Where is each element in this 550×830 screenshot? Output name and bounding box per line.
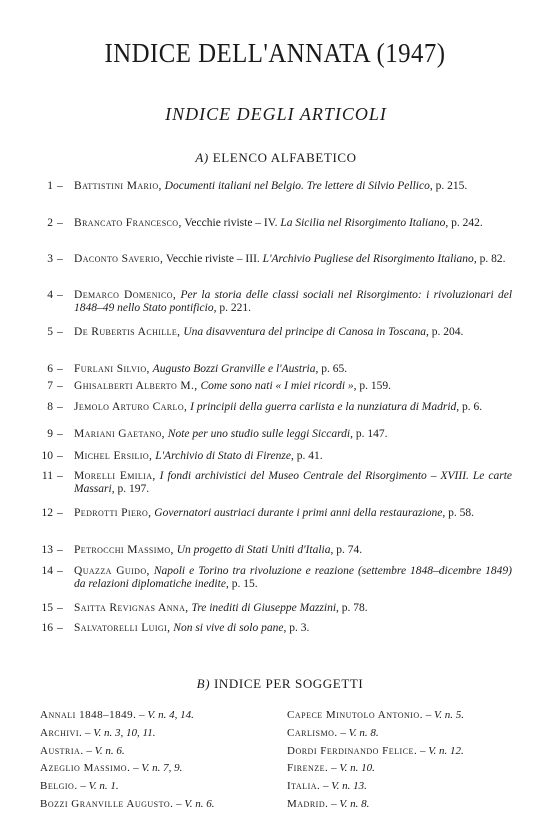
section-b-letter: B) xyxy=(196,676,211,691)
subject-ref: V. n. 12. xyxy=(428,744,464,757)
entry-page: , p. 147. xyxy=(350,428,388,440)
entry-series: Vecchie riviste – IV. xyxy=(184,217,278,229)
subject-ref: V. n. 13. xyxy=(331,780,367,793)
entry-title: Non si vive di solo pane xyxy=(173,622,284,634)
entry-number: 2 xyxy=(47,217,53,229)
subject-entry: Annali 1848–1849. – V. n. 4, 14. xyxy=(40,709,194,721)
entry-text xyxy=(74,450,512,463)
entry-text xyxy=(74,253,512,266)
subject-entry: Capece Minutolo Antonio. – V. n. 5. xyxy=(287,709,465,721)
entry-page: , p. 41. xyxy=(290,450,323,462)
entry-text xyxy=(74,217,512,230)
entry-author: Salvatorelli Luigi, xyxy=(74,622,171,634)
entry-page: , p. 215. xyxy=(429,180,468,192)
entry-page: , p. 6. xyxy=(456,401,483,413)
entry-dash: – xyxy=(57,544,63,556)
entry-dash: – xyxy=(57,363,63,375)
entry-text xyxy=(74,401,512,414)
entry-number: 11 xyxy=(41,470,53,482)
subject-ref: V. n. 8. xyxy=(339,797,370,810)
entry-dash: – xyxy=(57,470,63,482)
subject-entry: Dordi Ferdinando Felice. – V. n. 12. xyxy=(287,744,464,757)
section-a-letter: A) xyxy=(195,150,209,165)
entry-number: 7 xyxy=(47,380,53,392)
entry-author: Ghisalberti Alberto M., xyxy=(74,380,198,392)
subject-entry: Firenze. – V. n. 10. xyxy=(287,762,375,775)
entry-number: 9 xyxy=(47,428,53,440)
entry-author: Daconto Saverio, xyxy=(74,253,164,265)
entry-page: , p. 221. xyxy=(213,302,251,314)
entry-number: 3 xyxy=(47,253,53,265)
subject-entry: Madrid. – V. n. 8. xyxy=(287,797,370,810)
entry-text xyxy=(74,289,512,315)
entry-text xyxy=(74,326,512,339)
subject-name: Italia. xyxy=(287,780,321,793)
subject-entry: Italia. – V. n. 13. xyxy=(287,780,367,793)
subject-ref: V. n. 6. xyxy=(94,744,125,757)
entry-text xyxy=(74,622,512,635)
entry-number: 6 xyxy=(47,363,53,375)
entry-title: L'Archivio Pugliese del Risorgimento Italiano xyxy=(262,253,474,265)
entry-title: Tre inediti di Giuseppe Mazzini xyxy=(191,602,337,614)
entry-author: Brancato Francesco, xyxy=(74,217,182,229)
entry-dash: – xyxy=(57,428,63,440)
entry-author: Quazza Guido, xyxy=(74,565,150,577)
entry-page: , p. 15. xyxy=(225,578,258,590)
subject-name: Firenze. xyxy=(287,762,329,775)
entry-number: 4 xyxy=(47,289,53,301)
entry-title: Note per uno studio sulle leggi Siccardi xyxy=(167,428,351,440)
subject-name: Archivi. xyxy=(40,726,83,739)
entry-title: I fondi archivistici del Museo Centrale del Risorgimento – XVIII. Le carte Massari xyxy=(74,470,513,495)
entry-text xyxy=(74,602,512,615)
subject-name: Madrid. xyxy=(287,797,329,810)
entry-title: La Sicilia nel Risorgimento Italiano xyxy=(280,217,446,229)
entry-dash: – xyxy=(57,253,63,265)
subject-name: Azeglio Massimo. xyxy=(40,762,131,775)
entry-number: 1 xyxy=(47,180,53,192)
subject-ref: V. n. 6. xyxy=(184,797,215,810)
subject-name: Carlismo. xyxy=(287,726,338,739)
entry-title: Una disavventura del principe di Canosa in Toscana xyxy=(183,326,426,338)
entry-title: Napoli e Torino tra rivoluzione e reazione (settembre 1848–dicembre 1849) da relazioni diplomatiche inedite xyxy=(74,565,512,590)
entry-author: De Rubertis Achille, xyxy=(74,326,181,338)
subject-name: Bozzi Granville Augusto. xyxy=(40,797,174,810)
entry-number: 8 xyxy=(47,401,53,413)
entry-dash: – xyxy=(57,602,63,614)
entry-dash: – xyxy=(57,401,63,413)
section-b-label: INDICE PER SOGGETTI xyxy=(214,676,364,691)
entry-text xyxy=(74,363,512,376)
section-heading-a xyxy=(0,150,550,166)
entry-dash: – xyxy=(57,289,63,301)
entry-number: 10 xyxy=(41,450,53,462)
entry-page: , p. 58. xyxy=(442,507,474,519)
entry-page: , p. 3. xyxy=(283,622,310,634)
subject-name: Dordi Ferdinando Felice. xyxy=(287,744,418,757)
subject-entry: Bozzi Granville Augusto. – V. n. 6. xyxy=(40,797,215,810)
subject-column-right xyxy=(287,707,527,814)
subject-ref: V. n. 3, 10, 11. xyxy=(93,726,156,739)
entry-number: 16 xyxy=(41,622,53,634)
page-title: INDICE DELL'ANNATA (1947) xyxy=(104,38,446,68)
subject-entry: Azeglio Massimo. – V. n. 7, 9. xyxy=(40,762,183,775)
entry-number: 15 xyxy=(41,602,53,614)
entry-text xyxy=(74,565,512,591)
entry-author: Furlani Silvio, xyxy=(74,363,150,375)
entry-author: Pedrotti Piero, xyxy=(74,507,152,519)
entry-dash: – xyxy=(57,180,63,192)
entry-author: Michel Ersilio, xyxy=(74,450,153,462)
subtitle: INDICE DEGLI ARTICOLI xyxy=(165,104,387,124)
entry-author: Petrocchi Massimo, xyxy=(74,544,174,556)
subject-ref: V. n. 8. xyxy=(348,726,379,739)
entry-page: , p. 82. xyxy=(473,253,506,265)
entry-title: Documenti italiani nel Belgio. Tre lettere di Silvio Pellico xyxy=(164,180,430,192)
entry-dash: – xyxy=(57,507,63,519)
entry-dash: – xyxy=(57,217,63,229)
entry-author: Saitta Revignas Anna, xyxy=(74,602,189,614)
entry-title: Un progetto di Stati Uniti d'Italia xyxy=(176,544,331,556)
entry-title: Augusto Bozzi Granville e l'Austria xyxy=(152,363,316,375)
entry-number: 5 xyxy=(47,326,53,338)
subject-ref: V. n. 7, 9. xyxy=(141,762,183,775)
entry-page: , p. 242. xyxy=(445,217,483,229)
entry-title: Per la storia delle classi sociali nel Risorgimento: i rivoluzionari del 1848–49 nello Stato pontificio xyxy=(74,289,513,314)
entry-text xyxy=(74,380,512,393)
entry-title: L'Archivio di Stato di Firenze xyxy=(155,450,291,462)
entry-dash: – xyxy=(57,380,63,392)
entry-page: , p. 159. xyxy=(353,380,392,392)
entry-number: 14 xyxy=(41,565,53,577)
subject-entry: Belgio. – V. n. 1. xyxy=(40,780,119,793)
entry-text xyxy=(74,507,512,520)
entry-page: , p. 204. xyxy=(426,326,464,338)
entry-author: Jemolo Arturo Carlo, xyxy=(74,401,188,413)
entry-title: I principii della guerra carlista e la nunziatura di Madrid xyxy=(190,401,457,413)
subject-entry: Austria. – V. n. 6. xyxy=(40,744,125,757)
subject-column-left xyxy=(40,707,285,814)
entry-number: 13 xyxy=(41,544,53,556)
entry-author: Battistini Mario, xyxy=(74,180,162,192)
entry-page: , p. 65. xyxy=(315,363,348,375)
entry-author: Morelli Emilia, xyxy=(74,470,156,482)
subject-name: Belgio. xyxy=(40,780,78,793)
entry-dash: – xyxy=(57,326,63,338)
entry-text xyxy=(74,544,512,557)
subject-entry: Archivi. – V. n. 3, 10, 11. xyxy=(40,726,156,739)
entry-page: , p. 78. xyxy=(336,602,368,614)
subject-ref: V. n. 5. xyxy=(433,709,465,721)
subject-name: Annali 1848–1849. xyxy=(40,709,137,721)
entry-number: 12 xyxy=(41,507,53,519)
entry-text xyxy=(74,180,512,193)
subject-ref: V. n. 1. xyxy=(88,780,119,793)
entry-title: Governatori austriaci durante i primi anni della restaurazione xyxy=(154,507,443,519)
entry-dash: – xyxy=(57,450,63,462)
entry-dash: – xyxy=(57,622,63,634)
section-heading-b xyxy=(0,676,550,692)
subject-name: Austria. xyxy=(40,744,84,757)
subject-ref: V. n. 4, 14. xyxy=(147,709,194,721)
section-a-label: ELENCO ALFABETICO xyxy=(212,150,357,165)
subject-name: Capece Minutolo Antonio. xyxy=(287,709,423,721)
entry-page: , p. 197. xyxy=(111,483,150,495)
entry-author: Mariani Gaetano, xyxy=(74,428,165,440)
entry-author: Demarco Domenico, xyxy=(74,289,177,301)
entry-page: , p. 74. xyxy=(330,544,363,556)
entry-dash: – xyxy=(57,565,63,577)
entry-text xyxy=(74,428,512,441)
entry-text xyxy=(74,470,512,496)
subject-ref: V. n. 10. xyxy=(339,762,375,775)
entry-title: Come sono nati « I miei ricordi » xyxy=(200,380,354,392)
subject-entry: Carlismo. – V. n. 8. xyxy=(287,726,379,739)
entry-series: Vecchie riviste – III. xyxy=(165,253,260,265)
